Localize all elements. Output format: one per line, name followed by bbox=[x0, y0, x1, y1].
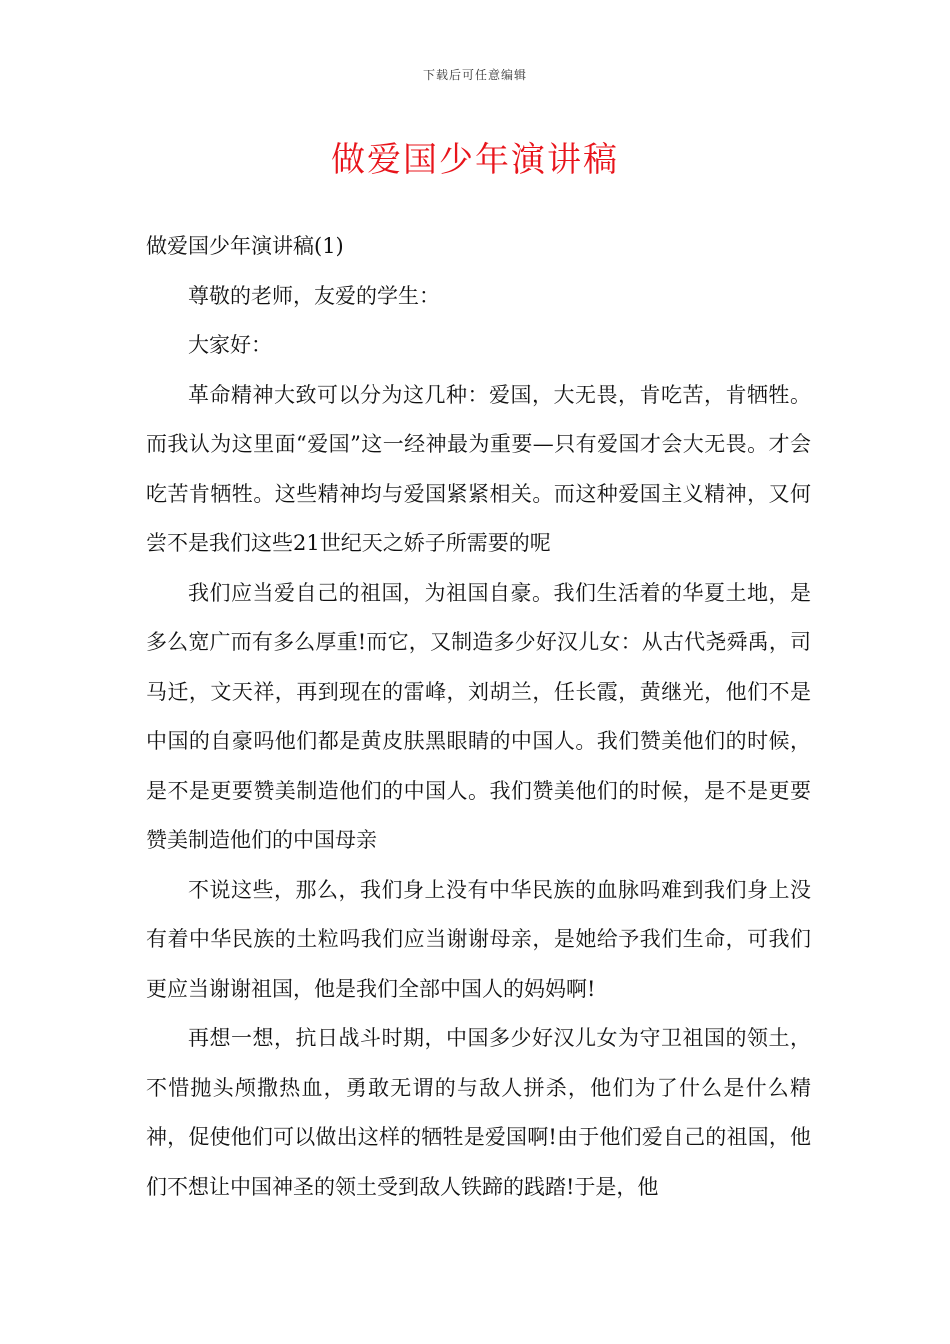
speech-subtitle: 做爱国少年演讲稿(1) bbox=[146, 234, 344, 258]
body-paragraph: 革命精神大致可以分为这几种：爱国，大无畏，肯吃苦，肯牺牲。而我认为这里面“爱国”这一经神最为重要—只有爱国才会大无畏。才会吃苦肯牺牲。这些精神均与爱国紧紧相关。而这种爱国主义精神，又何尝不是我们这些21世纪天之娇子所需要的呢 bbox=[146, 382, 811, 555]
header-note: 下载后可任意编辑 bbox=[422, 68, 527, 82]
body-paragraph: 再想一想，抗日战斗时期，中国多少好汉儿女为守卫祖国的领土，不惜抛头颅撒热血，勇敢无谓的与敌人拼杀，他们为了什么是什么精神，促使他们可以做出这样的牺牲是爱国啊!由于他们爱自己的祖国，他们不想让中国神圣的领土受到敌人铁蹄的践踏!于是，他 bbox=[146, 1026, 811, 1199]
body-paragraph: 不说这些，那么，我们身上没有中华民族的血脉吗难到我们身上没有着中华民族的土粒吗我们应当谢谢母亲，是她给予我们生命，可我们更应当谢谢祖国，他是我们全部中国人的妈妈啊! bbox=[146, 877, 811, 1001]
body-paragraph: 我们应当爱自己的祖国，为祖国自豪。我们生活着的华夏土地，是多么宽广而有多么厚重!而它，又制造多少好汉儿女：从古代尧舜禹，司马迁，文天祥，再到现在的雷峰，刘胡兰，任长霞，黄继光，他们不是中国的自豪吗他们都是黄皮肤黑眼睛的中国人。我们赞美他们的时候，是不是更要赞美制造他们的中国人。我们赞美他们的时候，是不是更要赞美制造他们的中国母亲 bbox=[146, 580, 811, 852]
document-body bbox=[146, 222, 811, 1212]
document-title: 做爱国少年演讲稿 bbox=[331, 140, 619, 180]
salutation: 大家好： bbox=[188, 333, 272, 357]
greeting: 尊敬的老师，友爱的学生： bbox=[188, 283, 440, 308]
